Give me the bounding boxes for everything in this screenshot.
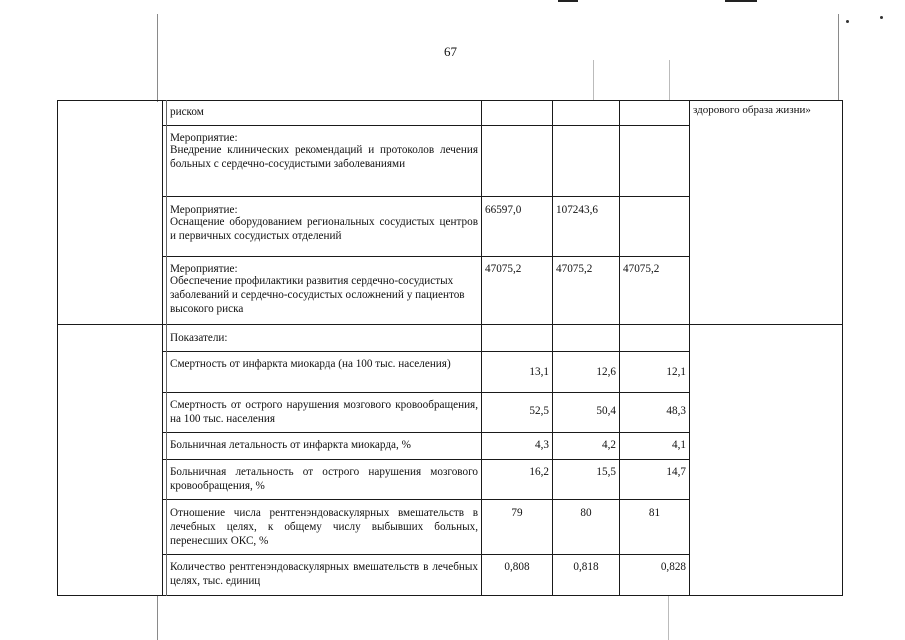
table-border-bottom	[57, 595, 843, 596]
table-border-right	[842, 100, 843, 596]
row-divider	[162, 125, 690, 126]
scan-dot	[880, 16, 883, 19]
row-text: Оснащение оборудованием региональных сосудистых центров и первичных сосудистых отделений	[170, 216, 478, 242]
value-cell: 50,4	[596, 405, 616, 417]
column-divider	[162, 100, 163, 596]
value-cell: 12,1	[666, 366, 686, 378]
table-border-left	[57, 100, 58, 596]
page-number: 67	[444, 44, 457, 59]
value-cell: 79	[511, 507, 523, 519]
value-cell: 15,5	[596, 466, 616, 478]
row-divider	[162, 256, 690, 257]
value-cell: 16,2	[529, 466, 549, 478]
row-text: Количество рентгенэндоваскулярных вмешательств в лечебных целях, тыс. единиц	[170, 561, 478, 587]
value-cell: 52,5	[529, 405, 549, 417]
row-divider	[162, 432, 690, 433]
table-border-top	[57, 100, 843, 101]
row-divider	[162, 392, 690, 393]
data-table	[57, 100, 843, 596]
row-text: Больничная летальность от острого нарушения мозгового кровообращения, %	[170, 466, 478, 492]
value-cell: 47075,2	[556, 263, 593, 275]
row-text: Отношение числа рентгенэндоваскулярных вмешательств в лечебных целях, к общему числу выбывших больных, перенесших ОКС, %	[170, 507, 478, 547]
row-text: Внедрение клинических рекомендаций и протоколов лечения больных с сердечно-сосудистыми заболеваниями	[170, 144, 478, 170]
value-cell: 4,3	[535, 439, 549, 451]
row-text: Больничная летальность от инфаркта миокарда, %	[170, 439, 411, 451]
scan-dot	[846, 20, 849, 23]
row-text: риском	[170, 106, 204, 118]
scan-fold-line	[838, 14, 839, 100]
row-divider	[57, 324, 843, 325]
row-text: Смертность от острого нарушения мозгового кровообращения, на 100 тыс. населения	[170, 399, 478, 425]
value-cell: 47075,2	[623, 263, 660, 275]
value-cell: 0,808	[504, 561, 530, 573]
value-cell: 12,6	[596, 366, 616, 378]
column-divider	[689, 100, 690, 596]
value-cell: 13,1	[529, 366, 549, 378]
value-cell: 47075,2	[485, 263, 522, 275]
scan-fold-line	[157, 14, 158, 102]
side-note: здорового образа жизни»	[693, 104, 811, 116]
scan-mark	[558, 0, 578, 2]
row-divider	[162, 351, 690, 352]
value-cell: 14,7	[666, 466, 686, 478]
value-cell: 4,2	[602, 439, 616, 451]
scan-fold-line	[669, 60, 670, 100]
value-cell: 4,1	[672, 439, 686, 451]
row-divider	[162, 196, 690, 197]
section-heading: Показатели:	[170, 332, 228, 344]
value-cell: 0,818	[573, 561, 599, 573]
scan-mark	[725, 0, 757, 2]
value-cell: 80	[580, 507, 592, 519]
row-divider	[162, 499, 690, 500]
value-cell: 107243,6	[556, 204, 598, 216]
row-text: Смертность от инфаркта миокарда (на 100 тыс. населения)	[170, 358, 451, 370]
scan-fold-line	[668, 596, 669, 640]
row-label: Мероприятие:	[170, 263, 238, 275]
row-text: Обеспечение профилактики развития сердечно-сосудистых заболеваний и сердечно-сосудистых осложнений у пациентов высокого риска	[170, 275, 465, 315]
value-cell: 81	[648, 507, 661, 519]
value-cell: 66597,0	[485, 204, 522, 216]
scan-fold-line	[157, 596, 158, 640]
row-divider	[162, 554, 690, 555]
row-label: Мероприятие:	[170, 204, 238, 216]
value-cell: 48,3	[666, 405, 686, 417]
row-divider	[162, 459, 690, 460]
scan-fold-line	[593, 60, 594, 100]
value-cell: 0,828	[660, 561, 686, 573]
row-label: Мероприятие:	[170, 132, 238, 144]
